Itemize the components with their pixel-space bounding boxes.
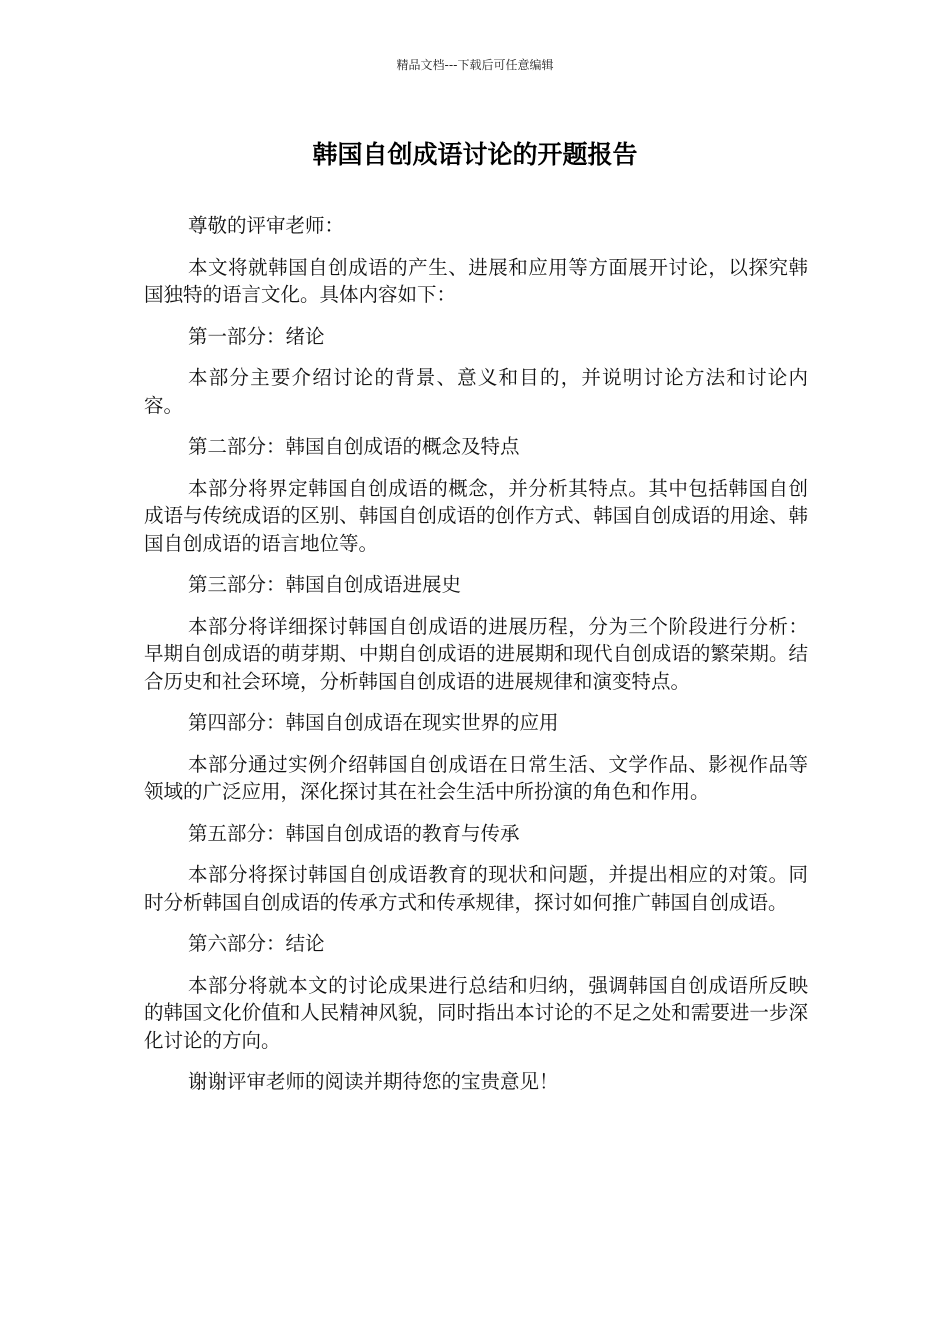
section-body: 本部分将就本文的讨论成果进行总结和归纳，强调韩国自创成语所反映的韩国文化价值和人民精神风貌，同时指出本讨论的不足之处和需要进一步深化讨论的方向。: [144, 973, 808, 1052]
document-title: 韩国自创成语讨论的开题报告: [312, 140, 638, 169]
intro-paragraph: 本文将就韩国自创成语的产生、进展和应用等方面展开讨论，以探究韩国独特的语言文化。具体内容如下：: [144, 255, 808, 306]
section-heading: 第六部分：结论: [188, 932, 325, 955]
section-body: 本部分通过实例介绍韩国自创成语在日常生活、文学作品、影视作品等领域的广泛应用，深化探讨其在社会生活中所扮演的角色和作用。: [144, 752, 808, 803]
section-heading: 第五部分：韩国自创成语的教育与传承: [188, 821, 520, 845]
header-note: 精品文档---下载后可任意编辑: [396, 58, 554, 72]
section-body: 本部分将详细探讨韩国自创成语的进展历程，分为三个阶段进行分析：早期自创成语的萌芽期、中期自创成语的进展期和现代自创成语的繁荣期。结合历史和社会环境，分析韩国自创成语的进展规律和演变特点。: [144, 614, 808, 693]
salutation: 尊敬的评审老师：: [188, 214, 345, 237]
section-body: 本部分将探讨韩国自创成语教育的现状和问题，并提出相应的对策。同时分析韩国自创成语的传承方式和传承规律，探讨如何推广韩国自创成语。: [144, 863, 808, 914]
section-heading: 第二部分：韩国自创成语的概念及特点: [188, 435, 520, 458]
section-body: 本部分主要介绍讨论的背景、意义和目的，并说明讨论方法和讨论内容。: [144, 366, 808, 417]
closing-paragraph: 谢谢评审老师的阅读并期待您的宝贵意见！: [188, 1070, 559, 1093]
section-heading: 第三部分：韩国自创成语进展史: [188, 573, 462, 596]
section-heading: 第一部分：绪论: [188, 324, 325, 348]
section-heading: 第四部分：韩国自创成语在现实世界的应用: [188, 711, 559, 734]
document-body: [144, 212, 808, 1110]
section-body: 本部分将界定韩国自创成语的概念，并分析其特点。其中包括韩国自创成语与传统成语的区别、韩国自创成语的创作方式、韩国自创成语的用途、韩国自创成语的语言地位等。: [144, 476, 808, 555]
